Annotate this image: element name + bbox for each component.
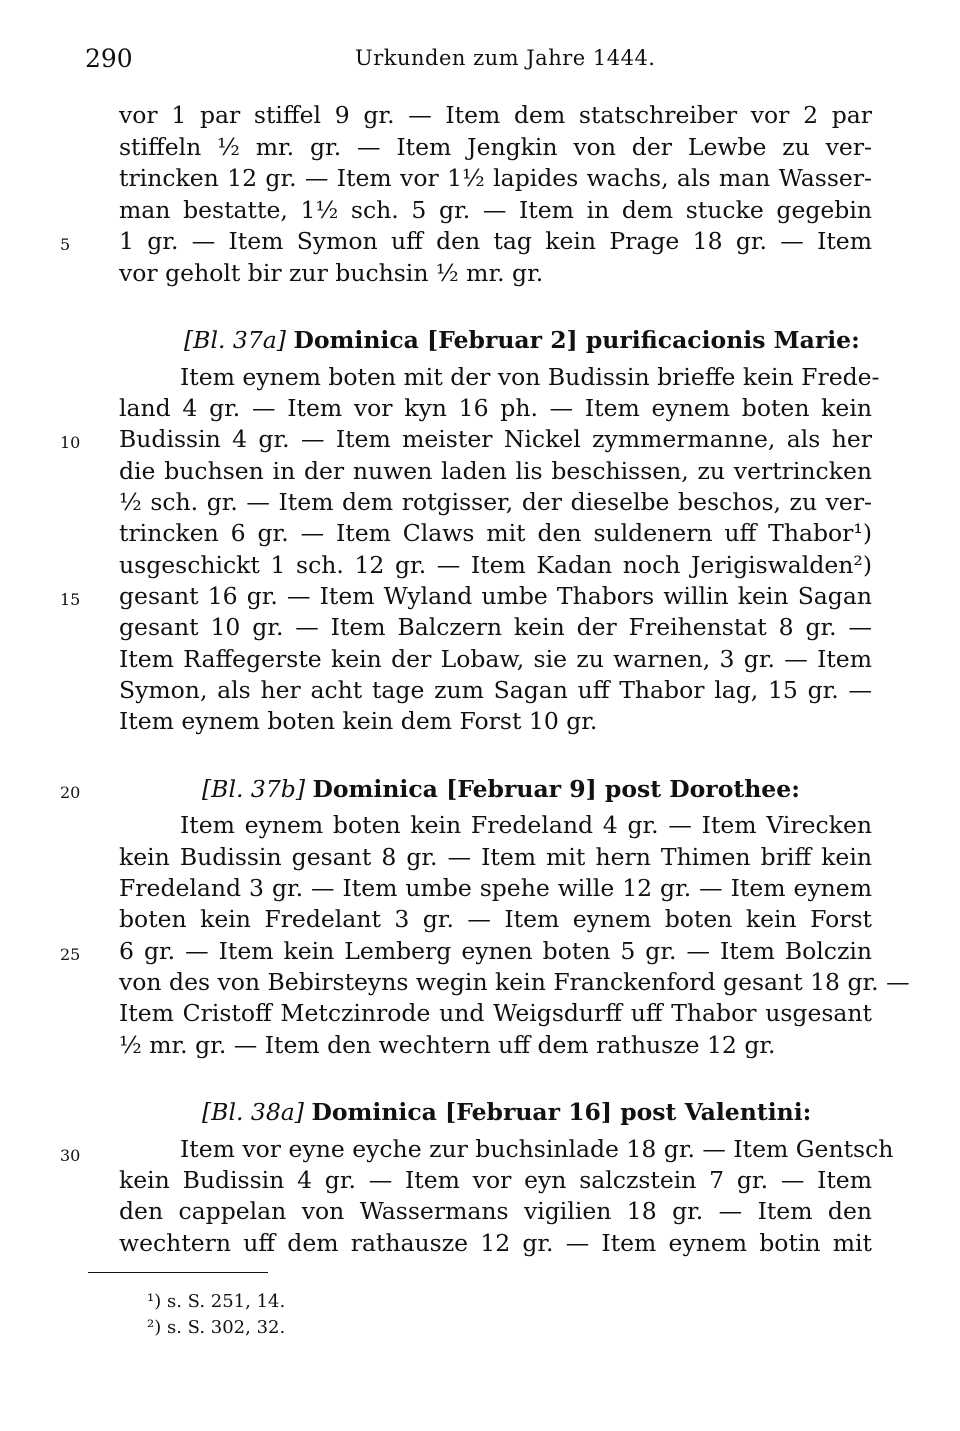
text-line: vor geholt bir zur buchsin ½ mr. gr.	[119, 259, 544, 287]
text-line: trincken 12 gr. — Item vor 1½ lapides wachs, als man Wasser-	[119, 164, 872, 192]
text-line: trincken 6 gr. — Item Claws mit den suldenern uff Thabor¹)	[119, 519, 872, 547]
line-number: 15	[60, 590, 81, 609]
text-line: Symon, als her acht tage zum Sagan uff Thabor lag, 15 gr. —	[119, 676, 872, 704]
text-line: den cappelan von Wassermans vigilien 18 gr. — Item den	[119, 1197, 872, 1225]
text-line: boten kein Fredelant 3 gr. — Item eynem boten kein Forst	[119, 905, 872, 933]
section-heading	[202, 1097, 811, 1128]
text-line: Budissin 4 gr. — Item meister Nickel zymmermanne, als her	[119, 425, 872, 453]
folio-reference: [Bl. 38a]	[202, 1098, 304, 1126]
folio-reference: [Bl. 37b]	[202, 775, 306, 803]
line-number: 30	[60, 1146, 81, 1165]
text-line: ½ sch. gr. — Item dem rotgisser, der dieselbe beschos, zu ver-	[119, 488, 872, 516]
text-line: land 4 gr. — Item vor kyn 16 ph. — Item eynem boten kein	[119, 394, 872, 422]
text-line: Item eynem boten kein Fredeland 4 gr. — Item Virecken	[180, 811, 872, 839]
text-line: Item Raffegerste kein der Lobaw, sie zu warnen, 3 gr. — Item	[119, 645, 872, 673]
text-line: gesant 10 gr. — Item Balczern kein der Freihenstat 8 gr. —	[119, 613, 872, 641]
text-line: stiffeln ½ mr. gr. — Item Jengkin von der Lewbe zu ver-	[119, 133, 872, 161]
text-line: kein Budissin gesant 8 gr. — Item mit hern Thimen briff kein	[119, 843, 872, 871]
line-number: 20	[60, 783, 81, 802]
text-line: usgeschickt 1 sch. 12 gr. — Item Kadan noch Jerigiswalden²)	[119, 551, 872, 579]
text-line: kein Budissin 4 gr. — Item vor eyn salczstein 7 gr. — Item	[119, 1166, 872, 1194]
text-line: man bestatte, 1½ sch. 5 gr. — Item in dem stucke gegebin	[119, 196, 872, 224]
section-title: Dominica [Februar 2] purificacionis Marie:	[293, 326, 860, 354]
text-line: Item Cristoff Metczinrode und Weigsdurff uff Thabor usgesant	[119, 999, 872, 1027]
text-line: ½ mr. gr. — Item den wechtern uff dem rathusze 12 gr.	[119, 1031, 776, 1059]
text-line: gesant 16 gr. — Item Wyland umbe Thabors willin kein Sagan	[119, 582, 872, 610]
page-number: 290	[85, 44, 133, 73]
section-heading	[184, 325, 860, 356]
text-line: Item vor eyne eyche zur buchsinlade 18 gr. — Item Gentsch	[180, 1135, 894, 1163]
section-heading	[202, 774, 800, 805]
text-line: von des von Bebirsteyns wegin kein Franckenford gesant 18 gr. —	[119, 968, 910, 996]
text-line: vor 1 par stiffel 9 gr. — Item dem statschreiber vor 2 par	[119, 101, 872, 129]
footnote: ¹) s. S. 251, 14.	[147, 1291, 286, 1312]
line-number: 5	[60, 235, 71, 254]
text-line: 6 gr. — Item kein Lemberg eynen boten 5 gr. — Item Bolczin	[119, 937, 872, 965]
footnote-rule	[88, 1272, 268, 1273]
section-title: Dominica [Februar 9] post Dorothee:	[312, 775, 800, 803]
section-title: Dominica [Februar 16] post Valentini:	[311, 1098, 812, 1126]
line-number: 10	[60, 433, 81, 452]
text-line: Item eynem boten kein dem Forst 10 gr.	[119, 707, 598, 735]
text-line: wechtern uff dem rathausze 12 gr. — Item eynem botin mit	[119, 1229, 872, 1257]
text-line: Fredeland 3 gr. — Item umbe spehe wille 12 gr. — Item eynem	[119, 874, 872, 902]
line-number: 25	[60, 945, 81, 964]
footnote: ²) s. S. 302, 32.	[147, 1317, 286, 1338]
text-line: Item eynem boten mit der von Budissin brieffe kein Frede-	[180, 363, 880, 391]
text-line: 1 gr. — Item Symon uff den tag kein Prage 18 gr. — Item	[119, 227, 872, 255]
folio-reference: [Bl. 37a]	[184, 326, 286, 354]
running-head: Urkunden zum Jahre 1444.	[355, 46, 656, 70]
text-line: die buchsen in der nuwen laden lis beschissen, zu vertrincken	[119, 457, 872, 485]
